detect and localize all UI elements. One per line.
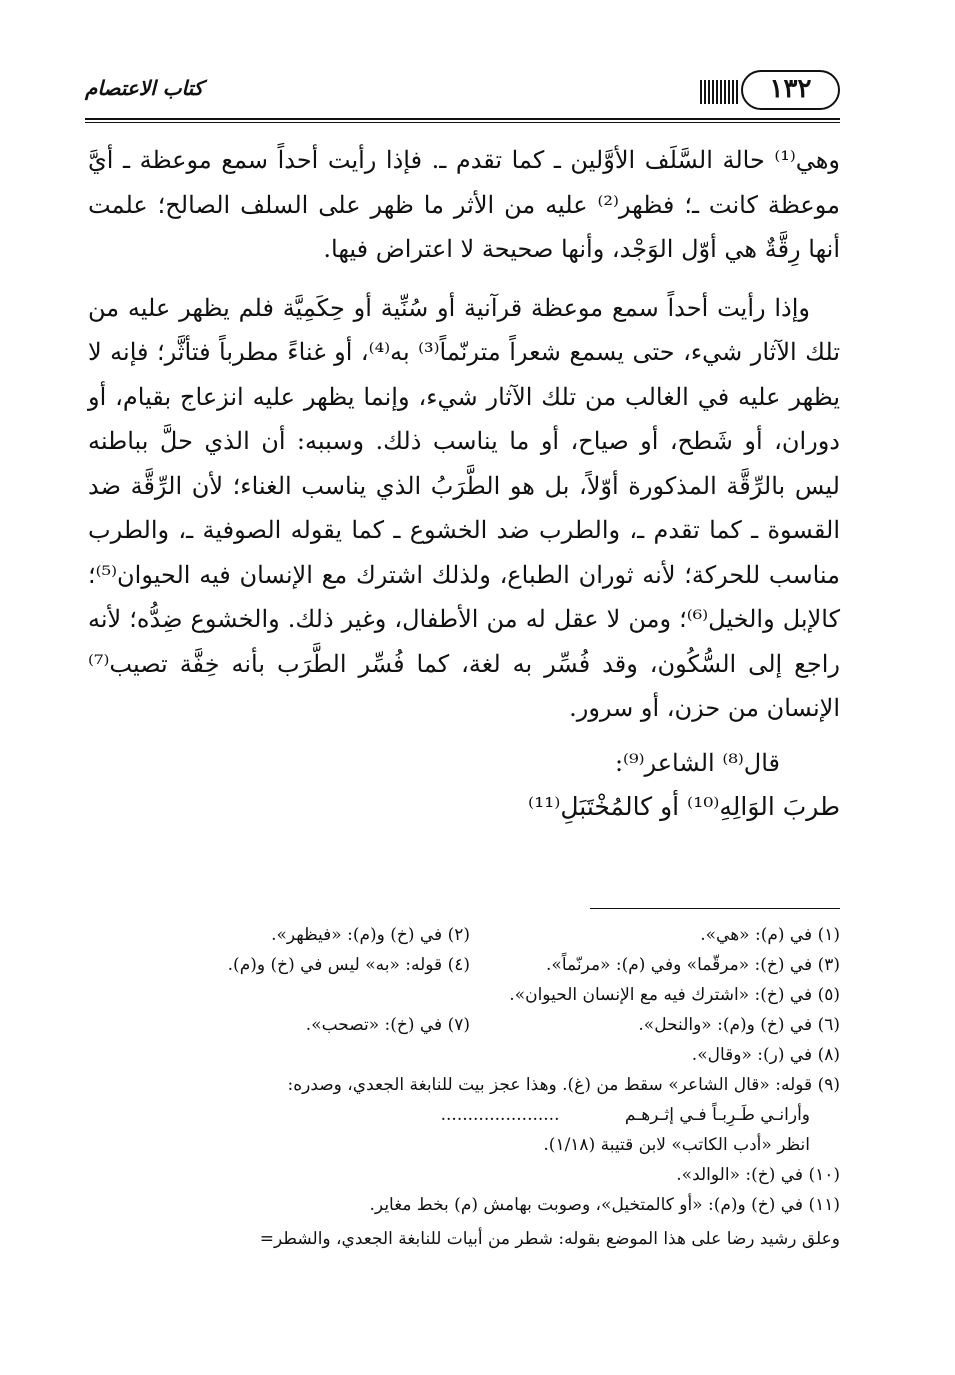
paragraph-1: وهي⁽¹⁾ حالة السَّلَف الأوَّلين ـ كما تقدم ـ. فإذا رأيت أحداً سمع موعظة ـ أيَّ موعظة كانت ـ؛ فظهر⁽²⁾ عليه من الأثر ما ظهر على السلف الصالح؛ علمت أنها رِقَّةٌ هي أوّل الوَجْد، وأنها صحيحة لا اعتراض فيها.	[88, 146, 840, 263]
header-rule-thin	[85, 122, 840, 123]
footnote-6: (٦) في (خ) و(م): «والنحل».	[638, 1015, 840, 1035]
poet-intro: قال⁽⁸⁾ الشاعر⁽⁹⁾:	[614, 748, 780, 777]
footnote-5: (٥) في (خ): «اشترك فيه مع الإنسان الحيوان».	[509, 985, 840, 1005]
footnote-3: (٣) في (خ): «مرقّما» وفي (م): «مرنّماً».	[546, 955, 840, 975]
footnote-11: (١١) في (خ) و(م): «أو كالمتخيل»، وصوبت بهامش (م) بخط مغاير.	[369, 1195, 840, 1215]
page-number: ١٣٢	[741, 70, 840, 110]
footnote-row	[88, 920, 840, 950]
verse-line: طربَ الوَالِهِ⁽¹⁰⁾ أو كالمُخْتَبَلِ⁽¹¹⁾	[528, 792, 840, 821]
main-text	[88, 138, 840, 830]
footnote-9-verse	[88, 1100, 840, 1130]
footnote-separator	[590, 908, 840, 909]
footnote-1: (١) في (م): «هي».	[700, 925, 840, 945]
footnote-10: (١٠) في (خ): «الوالد».	[676, 1165, 840, 1185]
footnote-9-reference: انظر «أدب الكاتب» لابن قتيبة (١/١٨).	[543, 1135, 810, 1155]
footnote-row	[88, 1010, 840, 1040]
footnote-4: (٤) قوله: «به» ليس في (خ) و(م).	[227, 955, 470, 975]
footnote-8: (٨) في (ر): «وقال».	[691, 1045, 840, 1065]
verse-dots: ......................	[440, 1105, 560, 1125]
header-rule	[85, 118, 840, 120]
footnotes	[88, 920, 840, 1254]
footnote-row	[88, 950, 840, 980]
verse-first-half: وأرانـي طَـرِبـاً فـي إثـرهـم	[624, 1105, 810, 1125]
header-ornament	[700, 80, 740, 104]
footnote-9: (٩) قوله: «قال الشاعر» سقط من (غ). وهذا عجز بيت للنابغة الجعدي، وصدره:	[287, 1075, 840, 1095]
footnote-7: (٧) في (خ): «تصحب».	[305, 1015, 470, 1035]
book-title: كتاب الاعتصام	[85, 76, 204, 100]
paragraph-2: وإذا رأيت أحداً سمع موعظة قرآنية أو سُنِّية أو حِكَمِيَّة فلم يظهر عليه من تلك الآثار شيء، حتى يسمع شعراً مترنّماً⁽³⁾ به⁽⁴⁾، أو غناءً مطرباً فتأثَّر؛ فإنه لا يظهر عليه في الغالب من تلك الآثار شيء، وإنما يظهر عليه انزعاج بقيام، أو دوران، أو شَطح، أو صياح، أو ما يناسب ذلك. وسببه: أن الذي حلَّ بباطنه ليس بالرِّقَّة المذكورة أوّلاً، بل هو الطَّرَبُ الذي يناسب الغناء؛ لأن الرِّقَّة ضد القسوة ـ كما تقدم ـ، والطرب ضد الخشوع ـ كما يقوله الصوفية ـ، والطرب مناسب للحركة؛ لأنه ثوران الطباع، ولذلك اشترك مع الإنسان فيه الحيوان⁽⁵⁾؛ كالإبل والخيل⁽⁶⁾؛ ومن لا عقل له من الأطفال، وغير ذلك. والخشوع ضِدُّه؛ لأنه راجع إلى السُّكُون، وقد فُسِّر به لغة، كما فُسِّر الطَّرَب بأنه خِفَّة تصيب⁽⁷⁾ الإنسان من حزن، أو سرور.	[88, 293, 841, 722]
page-header	[85, 60, 840, 120]
footnote-continuation: وعلق رشيد رضا على هذا الموضع بقوله: شطر من أبيات للنابغة الجعدي، والشطر=	[259, 1229, 840, 1249]
footnote-2: (٢) في (خ) و(م): «فيظهر».	[271, 925, 470, 945]
